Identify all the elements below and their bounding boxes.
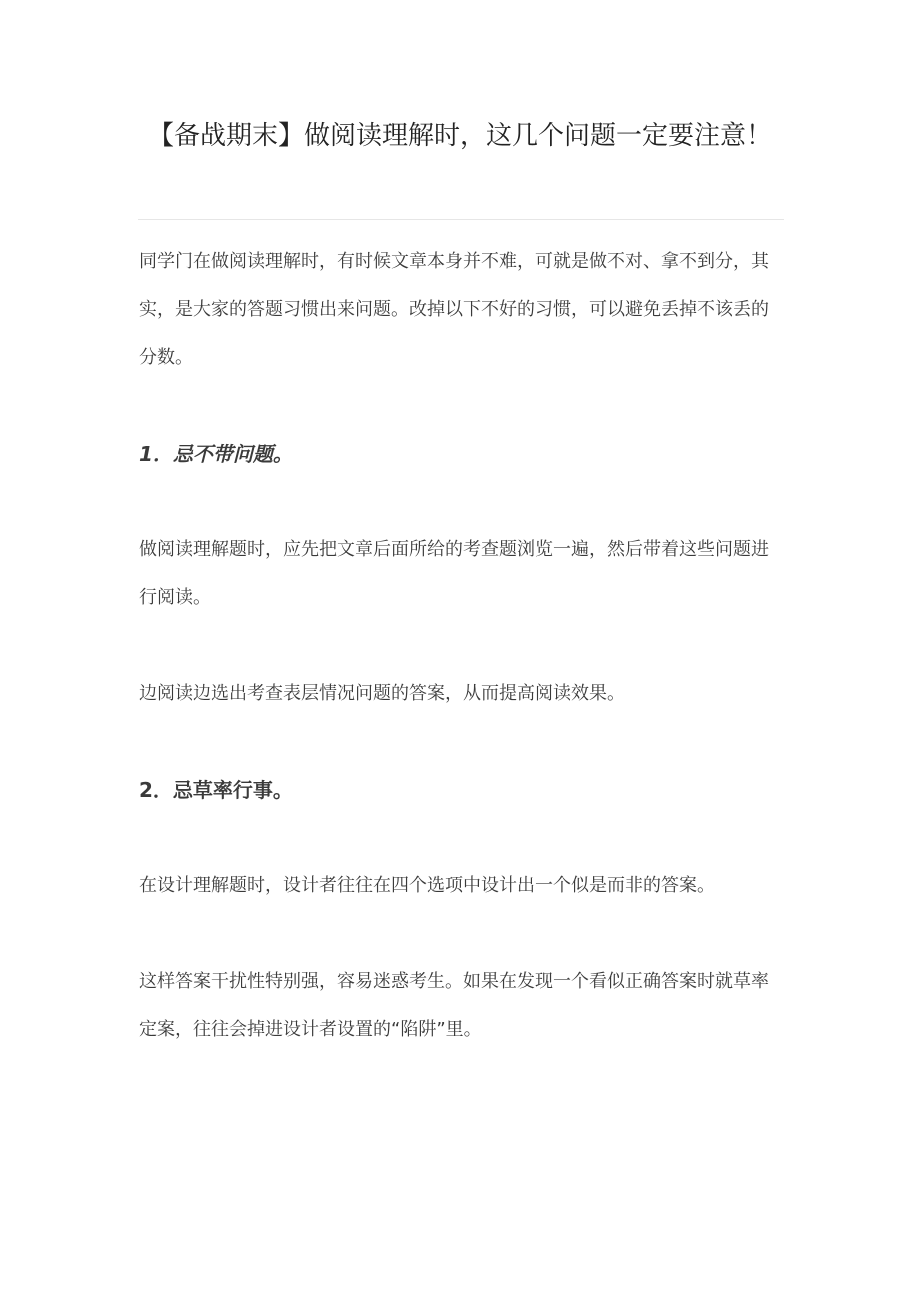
section-heading-2: 2．忌草率行事。 [139,778,293,802]
title-divider [138,219,784,220]
section-2-paragraph-2: 这样答案干扰性特别强，容易迷惑考生。如果在发现一个看似正确答案时就草率定案，往往会掉进设计者设置的“陷阱”里。 [139,971,769,1040]
section-1-paragraph-1: 做阅读理解题时，应先把文章后面所给的考查题浏览一遍，然后带着这些问题进行阅读。 [139,539,769,608]
section-1-paragraph-2: 边阅读边选出考查表层情况问题的答案，从而提高阅读效果。 [139,683,625,704]
intro-paragraph: 同学门在做阅读理解时，有时候文章本身并不难，可就是做不对、拿不到分，其实，是大家的答题习惯出来问题。改掉以下不好的习惯，可以避免丢掉不该丢的分数。 [139,251,769,368]
section-2-paragraph-1: 在设计理解题时，设计者往往在四个选项中设计出一个似是而非的答案。 [139,875,715,896]
article-body [139,238,783,1102]
section-heading-1: 1．忌不带问题。 [139,442,293,466]
document-title: 【备战期末】做阅读理解时，这几个问题一定要注意！ [147,121,772,151]
